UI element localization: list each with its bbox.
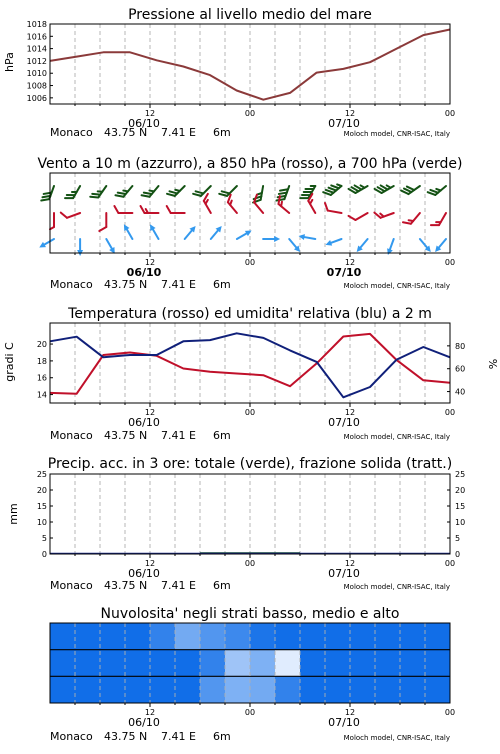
footer-alt: 6m [213,429,231,442]
barb-head [147,223,155,231]
barb-head [324,240,332,248]
y-tick-label: 5 [41,534,47,543]
wind-barb [225,195,242,213]
barb-shaft [227,186,237,196]
y-tick-label: 20 [36,486,47,495]
pressure-panel [3,7,455,139]
x-tick-label: 00 [244,708,256,717]
wind-title: Vento a 10 m (azzurro), a 850 hPa (rosso), a 700 hPa (verde) [37,156,463,172]
wind-barb [147,223,161,241]
wind-barb [349,180,368,195]
precipitation-title: Precip. acc. in 3 ore: totale (verde), frazione solida (tratt.) [47,456,453,472]
barb-feather [61,211,67,219]
x-tick-label: 00 [444,258,456,267]
wind-frame [50,173,450,253]
x-date-label: 07/10 [328,416,360,429]
barb-shaft [355,213,367,220]
y-tick-label: 60 [455,364,466,374]
x-tick-label: 12 [344,559,356,568]
pressure-footer [50,126,450,139]
cloud-cell [275,623,300,650]
footer-source: Moloch model, CNR-ISAC, Italy [343,282,450,290]
footer-lat: 43.75 N [104,429,148,442]
x-tick-label: 00 [444,109,456,118]
pressure-title: Pressione al livello medio del mare [128,7,372,23]
wind-barb [114,206,132,213]
x-tick-label: 00 [244,109,256,118]
x-tick-label: 12 [344,258,356,267]
x-tick-label: 12 [144,708,156,717]
cloud-cell [225,650,250,677]
cloud-cell [100,650,125,677]
footer-lat: 43.75 N [104,579,148,592]
cloud-cell [50,623,75,650]
cloud-cell [75,676,100,703]
y-tick-label: 20 [455,486,466,495]
cloud-cell [125,623,150,650]
temperature-xticks [75,403,455,429]
cloud-cell [425,650,450,677]
wind-barb [142,182,159,200]
y-tick-label: 1010 [26,69,47,79]
cloud-cell [325,650,350,677]
y-tick-label: 1006 [26,93,47,103]
footer-lon: 7.41 E [161,278,196,291]
footer-lon: 7.41 E [161,730,196,743]
barb-shaft [67,213,80,218]
barb-feather [141,206,145,213]
wind-barb [235,228,253,242]
footer-alt: 6m [213,579,231,592]
pressure-yticks [27,20,53,103]
x-tick-label: 12 [344,408,356,417]
cloud-cell [425,623,450,650]
precipitation-frame [50,474,450,554]
footer-location: Monaco [50,278,93,291]
wind-barb [202,194,217,213]
pressure-frame [50,24,450,104]
footer-lon: 7.41 E [161,429,196,442]
precipitation-ylabel: mm [7,503,20,525]
temperature-yticks [37,340,465,400]
x-tick-label: 00 [244,408,256,417]
wind-footer [50,278,450,291]
temperature-panel [3,306,499,442]
cloud-cell [350,676,375,703]
y-tick-label: 0 [455,550,461,559]
wind-barb [209,224,225,241]
cloud-cell [100,623,125,650]
y-tick-label: 1018 [26,20,47,29]
y-tick-label: 10 [455,518,466,527]
cloud-cell [75,650,100,677]
wind-barb [61,206,80,219]
wind-barb [375,180,394,195]
y-tick-label: 80 [455,341,466,351]
wind-barb [374,206,393,219]
x-date-label: 06/10 [128,716,160,729]
x-tick-label: 00 [444,408,456,417]
y-tick-label: 1012 [26,56,47,66]
footer-lat: 43.75 N [104,730,148,743]
wind-barb [167,206,185,213]
y-tick-label: 1014 [26,44,47,54]
pressure-grid [75,24,425,104]
footer-location: Monaco [50,730,93,743]
wind-barb [90,182,106,201]
x-date-label: 07/10 [326,266,362,279]
footer-lon: 7.41 E [161,126,196,139]
precipitation-yticks [37,470,465,559]
precipitation-footer [50,579,450,592]
cloud-cell [175,623,200,650]
footer-location: Monaco [50,126,93,139]
barb-shaft [254,202,263,213]
cloud-cell [225,676,250,703]
y-tick-label: 15 [36,502,47,511]
x-tick-label: 00 [444,708,456,717]
x-tick-label: 12 [144,109,156,118]
wind-barb [323,181,341,198]
barb-shaft [278,204,289,213]
x-date-label: 06/10 [128,117,160,130]
y-tick-label: 18 [36,356,47,366]
y-tick-label: 1016 [26,32,47,42]
barb-feather [167,206,171,213]
wind-barb [324,236,342,247]
y-tick-label: 0 [41,550,47,559]
footer-lat: 43.75 N [104,278,148,291]
cloud-cell [275,676,300,703]
wind-barb [219,181,237,199]
cloud-cell [350,650,375,677]
x-date-label: 07/10 [328,716,360,729]
cloud-cell [400,676,425,703]
x-tick-label: 00 [244,559,256,568]
x-tick-label: 12 [144,559,156,568]
cloud-title: Nuvolosita' negli strati basso, medio e alto [100,606,400,622]
x-tick-label: 12 [144,258,156,267]
x-tick-label: 12 [344,708,356,717]
cloud-cell [325,676,350,703]
wind-barb [300,183,315,202]
wind-xticks [75,253,455,279]
cloud-cell [250,650,275,677]
barb-head [298,233,305,240]
wind-plot [38,180,449,256]
wind-barb [349,207,368,222]
barb-shaft [328,211,342,213]
wind-barb [428,181,446,198]
temperature-line [50,334,450,394]
footer-location: Monaco [50,579,93,592]
y-tick-label: 40 [455,387,466,397]
x-date-label: 07/10 [328,117,360,130]
footer-alt: 6m [213,730,231,743]
cloud-cell [425,676,450,703]
wind-barb [121,223,135,241]
wind-barb [193,181,211,199]
x-date-label: 07/10 [328,567,360,580]
y-tick-label: 25 [36,470,47,479]
wind-barb [324,203,343,213]
cloud-cell [375,623,400,650]
wind-barb [403,209,420,227]
temperature-footer [50,429,450,442]
cloud-cell [250,623,275,650]
footer-alt: 6m [213,278,231,291]
x-date-label: 06/10 [128,567,160,580]
wind-barb [263,236,280,242]
cloud-cell [200,650,225,677]
cloud-cell [225,623,250,650]
cloud-cell [200,623,225,650]
x-tick-label: 00 [444,559,456,568]
temperature-title: Temperatura (rosso) ed umidita' relativa (blu) a 2 m [68,306,432,322]
cloud-xticks [75,703,455,729]
footer-source: Moloch model, CNR-ISAC, Italy [343,130,450,138]
cloud-cell [150,650,175,677]
wind-barb [431,210,446,229]
footer-source: Moloch model, CNR-ISAC, Italy [343,583,450,591]
cloud-cell [125,676,150,703]
cloud-cell [75,623,100,650]
cloud-cell [200,676,225,703]
barb-shaft [439,213,446,225]
y-tick-label: 16 [36,373,47,383]
y-tick-label: 14 [36,390,47,400]
wind-barb [115,182,132,200]
wind-barb [38,236,56,250]
cloud-cell [50,676,75,703]
wind-panel [37,156,462,291]
cloud-cell [400,650,425,677]
barb-head [245,228,253,236]
footer-lon: 7.41 E [161,579,196,592]
x-date-label: 06/10 [126,266,162,279]
footer-source: Moloch model, CNR-ISAC, Italy [343,734,450,742]
cloud-cell [125,650,150,677]
barb-head [274,236,280,242]
y-tick-label: 25 [455,470,466,479]
wind-barb [354,237,370,254]
barb-feather [114,206,118,213]
wind-barb [141,206,159,213]
wind-barb [182,224,198,241]
y-tick-label: 10 [36,518,47,527]
wind-barb [41,184,54,203]
y-tick-label: 5 [455,534,461,543]
barb-feather [324,203,329,211]
wind-barb [65,183,80,202]
precipitation-panel [7,456,465,592]
barb-shaft [201,186,211,196]
barb-shaft [411,213,420,224]
cloud-footer [50,730,450,743]
footer-alt: 6m [213,126,231,139]
cloud-cell [150,676,175,703]
y-tick-label: 1008 [26,81,47,91]
cloud-cell [250,676,275,703]
y-tick-label: 20 [36,340,47,350]
barb-head [109,247,117,255]
pressure-ylabel: hPa [3,52,16,72]
cloud-cell [350,623,375,650]
x-tick-label: 12 [144,408,156,417]
x-date-label: 06/10 [128,416,160,429]
cloud-cell [400,623,425,650]
y-tick-label: 15 [455,502,466,511]
footer-source: Moloch model, CNR-ISAC, Italy [343,433,450,441]
cloud-cell [175,676,200,703]
wind-barb [50,213,54,229]
cloud-cell [275,650,300,677]
x-tick-label: 12 [344,109,356,118]
temperature-ylabel: gradi C [3,342,16,382]
cloud-cell [300,623,325,650]
cloud-cell [300,676,325,703]
wind-barb [298,233,316,242]
wind-barb [433,237,449,254]
cloud-cell [175,650,200,677]
footer-lat: 43.75 N [104,126,148,139]
cloud-cell [325,623,350,650]
precipitation-grid [75,474,425,554]
cloud-cell [100,676,125,703]
cloud-panel [50,606,455,743]
footer-location: Monaco [50,429,93,442]
x-tick-label: 00 [244,258,256,267]
cloud-cell [150,623,175,650]
cloud-cell [300,650,325,677]
cloud-cell [375,650,400,677]
wind-barb [401,180,420,196]
cloud-cell [375,676,400,703]
precipitation-xticks [75,554,455,580]
cloud-cell [50,650,75,677]
wind-barb [167,181,185,199]
barb-head [385,248,393,256]
barb-half-feather [50,227,54,229]
humidity-ylabel: % [486,358,499,370]
barb-head [38,242,46,250]
cloud-plot [50,623,450,703]
barb-shaft [228,202,237,213]
